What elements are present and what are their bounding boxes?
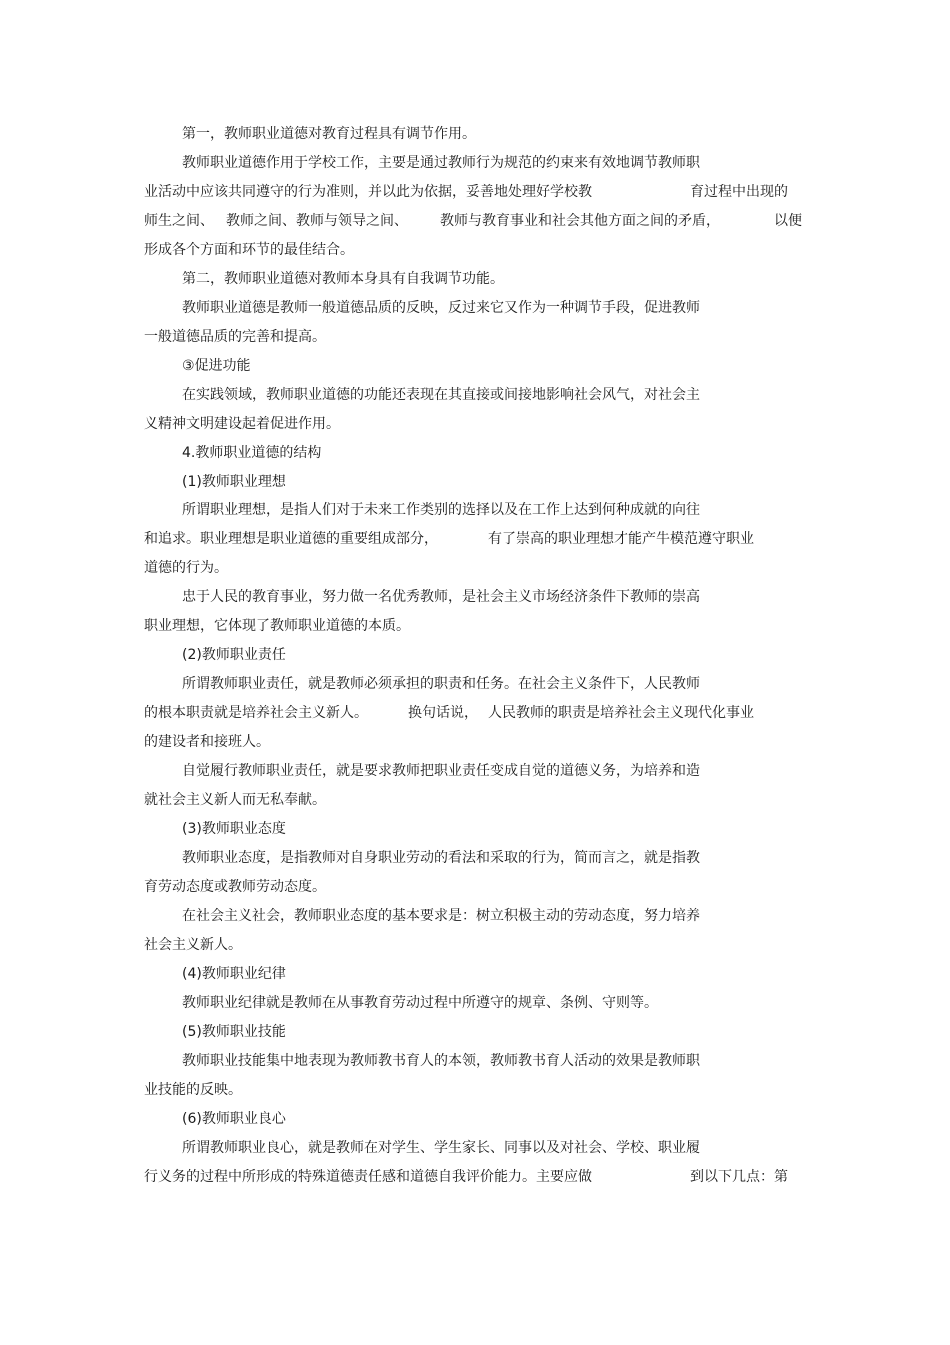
paragraph-line: 教师职业态度，是指教师对自身职业劳动的看法和采取的行为，简而言之，就是指教	[182, 850, 700, 866]
paragraph-line: 社会主义新人。	[144, 937, 242, 953]
paragraph-line: 忠于人民的教育事业，努力做一名优秀教师，是社会主义市场经济条件下教师的崇高	[182, 589, 700, 605]
paragraph-line: 第二，教师职业道德对教师本身具有自我调节功能。	[182, 271, 504, 287]
paragraph-line: 换句话说，	[408, 705, 478, 721]
paragraph-line: 教师职业纪律就是教师在从事教育劳动过程中所遵守的规章、条例、守则等。	[182, 995, 658, 1011]
section-heading: (5)教师职业技能	[182, 1024, 286, 1040]
paragraph-line: 到以下几点：第	[690, 1169, 788, 1185]
paragraph-line: 形成各个方面和环节的最佳结合。	[144, 242, 354, 258]
paragraph-line: 育过程中出现的	[690, 184, 788, 200]
paragraph-line: 师生之间、	[144, 213, 214, 229]
paragraph-line: 育劳动态度或教师劳动态度。	[144, 879, 326, 895]
paragraph-line: 自觉履行教师职业责任，就是要求教师把职业责任变成自觉的道德义务，为培养和造	[182, 763, 700, 779]
paragraph-line: 教师职业道德是教师一般道德品质的反映，反过来它又作为一种调节手段，促进教师	[182, 300, 700, 316]
section-heading: (2)教师职业责任	[182, 647, 286, 663]
section-heading: (3)教师职业态度	[182, 821, 286, 837]
paragraph-line: 一般道德品质的完善和提高。	[144, 329, 326, 345]
section-heading: ③促进功能	[182, 358, 251, 374]
paragraph-line: 业活动中应该共同遵守的行为准则，并以此为依据，妥善地处理好学校教	[144, 184, 592, 200]
paragraph-line: 业技能的反映。	[144, 1082, 242, 1098]
section-heading: (1)教师职业理想	[182, 474, 286, 490]
paragraph-line: 教师职业技能集中地表现为教师教书育人的本领，教师教书育人活动的效果是教师职	[182, 1053, 700, 1069]
paragraph-line: 所谓职业理想，是指人们对于未来工作类别的选择以及在工作上达到何种成就的向往	[182, 502, 700, 518]
paragraph-line: 义精神文明建设起着促进作用。	[144, 416, 340, 432]
paragraph-line: 和追求。职业理想是职业道德的重要组成部分，	[144, 531, 438, 547]
paragraph-line: 职业理想，它体现了教师职业道德的本质。	[144, 618, 410, 634]
section-heading: (6)教师职业良心	[182, 1111, 286, 1127]
paragraph-line: 在实践领域，教师职业道德的功能还表现在其直接或间接地影响社会风气，对社会主	[182, 387, 700, 403]
paragraph-line: 教师与教育事业和社会其他方面之间的矛盾，	[440, 213, 720, 229]
paragraph-line: 行义务的过程中所形成的特殊道德责任感和道德自我评价能力。主要应做	[144, 1169, 592, 1185]
paragraph-line: 所谓教师职业责任，就是教师必须承担的职责和任务。在社会主义条件下，人民教师	[182, 676, 700, 692]
paragraph-line: 的根本职责就是培养社会主义新人。	[144, 705, 368, 721]
paragraph-line: 以便	[774, 213, 802, 229]
paragraph-line: 有了崇高的职业理想才能产牛模范遵守职业	[488, 531, 754, 547]
paragraph-line: 就社会主义新人而无私奉献。	[144, 792, 326, 808]
section-heading: 4.教师职业道德的结构	[182, 445, 322, 461]
paragraph-line: 的建设者和接班人。	[144, 734, 270, 750]
paragraph-line: 人民教师的职责是培养社会主义现代化事业	[488, 705, 754, 721]
paragraph-line: 所谓教师职业良心，就是教师在对学生、学生家长、同事以及对社会、学校、职业履	[182, 1140, 700, 1156]
paragraph-line: 教师职业道德作用于学校工作，主要是通过教师行为规范的约束来有效地调节教师职	[182, 155, 700, 171]
paragraph-line: 教师之间、教师与领导之间、	[226, 213, 408, 229]
paragraph-line: 第一，教师职业道德对教育过程具有调节作用。	[182, 126, 476, 142]
section-heading: (4)教师职业纪律	[182, 966, 286, 982]
paragraph-line: 在社会主义社会，教师职业态度的基本要求是：树立积极主动的劳动态度，努力培养	[182, 908, 700, 924]
paragraph-line: 道德的行为。	[144, 560, 228, 576]
